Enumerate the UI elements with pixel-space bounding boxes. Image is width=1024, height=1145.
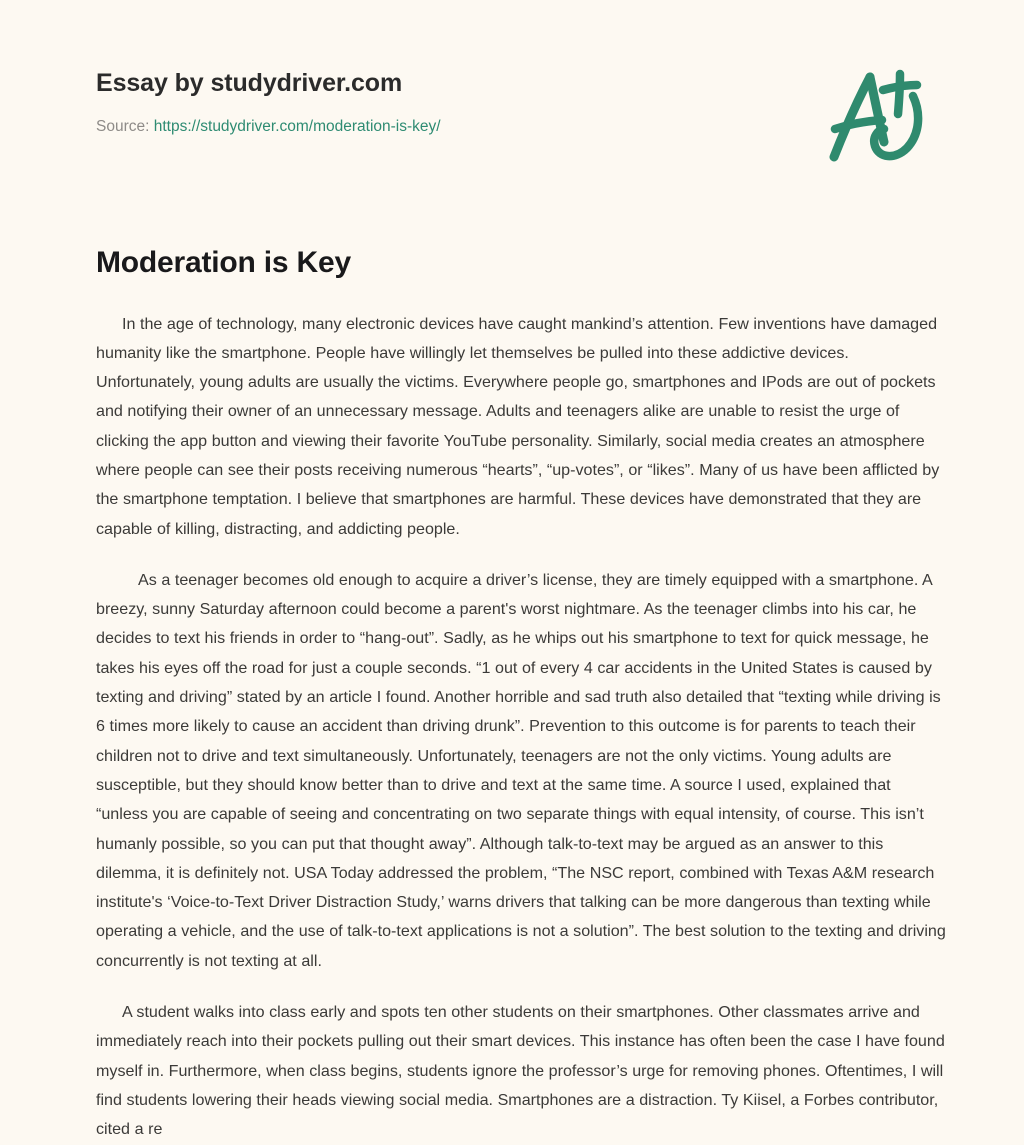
source-url-link[interactable]: https://studydriver.com/moderation-is-key/ (153, 118, 441, 135)
article-paragraph: In the age of technology, many electronic devices have caught mankind’s attention. Few inventions have damaged humanity like the smartphone. People have willingly let themselves be pulled into these addictive devices. Unfortunately, young adults are usually the victims. Everywhere people go, smartphones and IPods are out of pockets and notifying their owner of an unnecessary message. Adults and teenagers alike are unable to resist the urge of clicking the app button and viewing their favorite YouTube personality. Similarly, social media creates an atmosphere where people can see their posts receiving numerous “hearts”, “up-votes”, or “likes”. Many of us have been afflicted by the smartphone temptation. I believe that smartphones are harmful. These devices have demonstrated that they are capable of killing, distracting, and addicting people. (96, 314, 940, 538)
article-body (96, 282, 946, 1145)
source-label: Source: (96, 118, 150, 135)
header-text-block (96, 68, 796, 137)
page-title: Moderation is Key (96, 246, 351, 279)
article-paragraph: As a teenager becomes old enough to acquire a driver’s license, they are timely equipped with a smartphone. A breezy, sunny Saturday afternoon could become a parent's worst nightmare. As the teenager climbs into his car, he decides to text his friends in order to “hang-out”. Sadly, as he whips out his smartphone to text for quick message, he takes his eyes off the road for just a couple seconds. “1 out of every 4 car accidents in the United States is caused by texting and driving” stated by an article I found. Another horrible and sad truth also detailed that “texting while driving is 6 times more likely to cause an accident than driving drunk”. Prevention to this outcome is for parents to teach their children not to drive and text simultaneously. Unfortunately, teenagers are not the only victims. Young adults are susceptible, but they should know better than to drive and text at the same time. A source I used, explained that “unless you are capable of seeing and concentrating on two separate things with equal intensity, of course. This isn’t humanly possible, so you can put that thought away”. Although talk-to-text may be argued as an answer to this dilemma, it is definitely not. USA Today addressed the problem, “The NSC report, combined with Texas A&M research institute's ‘Voice-to-Text Driver Distraction Study,’ warns drivers that talking can be more dangerous than texting while operating a vehicle, and the use of talk-to-text applications is not a solution”. The best solution to the texting and driving concurrently is not texting at all. (96, 570, 946, 970)
source-line (96, 98, 796, 137)
a-plus-logo-icon (812, 58, 932, 173)
page-header (0, 0, 1024, 190)
article-paragraph: A student walks into class early and spots ten other students on their smartphones. Other classmates arrive and immediately reach into their pockets pulling out their smart devices. This instance has often been the case I have found myself in. Furthermore, when class begins, students ignore the professor’s urge for removing phones. Oftentimes, I will find students lowering their heads viewing social media. Smartphones are a distraction. Ty Kiisel, a Forbes contributor, cited a re (96, 1003, 945, 1139)
a-plus-logo (812, 58, 932, 173)
article-container (96, 244, 946, 1145)
essay-attribution: Essay by studydriver.com (96, 69, 403, 97)
